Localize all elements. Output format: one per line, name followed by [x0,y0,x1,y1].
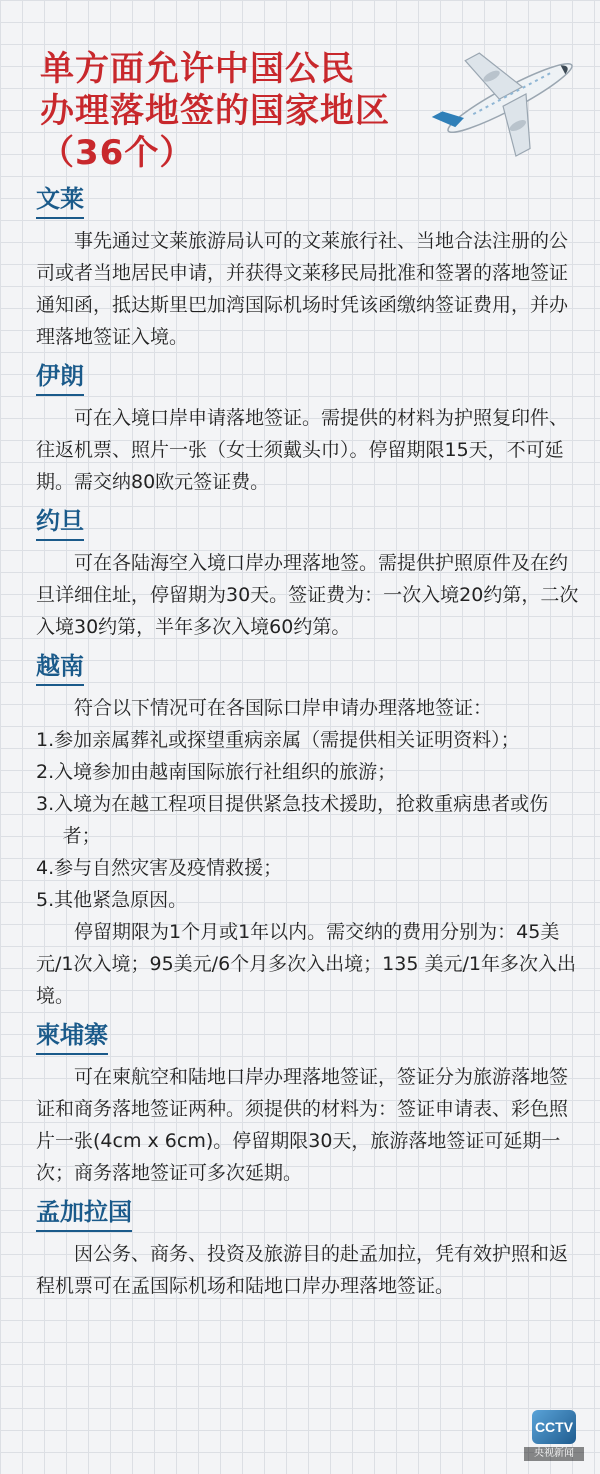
list-item: 2.入境参加由越南国际旅行社组织的旅游； [36,761,397,783]
section-bangladesh [36,1195,584,1302]
section-title: 约旦 [36,504,84,541]
section-iran [36,359,584,498]
section-title: 孟加拉国 [36,1195,132,1232]
page-title-line-1: 单方面允许中国公民 [40,49,355,89]
section-paragraph: 事先通过文莱旅游局认可的文莱旅行社、当地合法注册的公司或者当地居民申请，并获得文莱移民局批准和签署的落地签证通知函，抵达斯里巴加湾国际机场时凭该函缴纳签证费用，并办理落地签证入境。 [36,230,569,348]
list-item: 4.参与自然灾害及疫情救援； [36,857,283,879]
section-vietnam [36,649,584,1012]
list-item: 1.参加亲属葬礼或探望重病亲属（需提供相关证明资料）； [36,729,520,751]
airplane-icon [430,38,590,158]
page-title-line-3: （36个） [40,133,195,173]
section-jordan [36,504,584,643]
section-paragraph: 可在各陆海空入境口岸办理落地签。需提供护照原件及在约旦详细住址，停留期为30天。签证费为：一次入境20约第，二次入境30约第，半年多次入境60约第。 [36,552,579,638]
section-intro: 符合以下情况可在各国际口岸申请办理落地签证： [74,697,493,719]
section-paragraph: 因公务、商务、投资及旅游目的赴孟加拉，凭有效护照和返程机票可在孟国际机场和陆地口岸办理落地签证。 [36,1243,569,1297]
section-title: 文莱 [36,182,84,219]
section-outro: 停留期限为1个月或1年以内。需交纳的费用分别为：45美元/1次入境；95美元/6个月多次入出境；135 美元/1年多次入出境。 [36,921,576,1007]
cctv-logo-text: 央视新闻 [524,1447,584,1461]
page-title-line-2: 办理落地签的国家地区 [40,91,390,131]
section-paragraph: 可在入境口岸申请落地签证。需提供的材料为护照复印件、往返机票、照片一张（女士须戴头巾）。停留期限15天，不可延期。需交纳80欧元签证费。 [36,407,569,493]
section-brunei [36,182,584,353]
section-title: 伊朗 [36,359,84,396]
cctv-logo-mark: CCTV [532,1410,576,1444]
section-title: 越南 [36,649,84,686]
cctv-logo [524,1410,584,1468]
content [36,182,584,1308]
section-paragraph: 可在柬航空和陆地口岸办理落地签证，签证分为旅游落地签证和商务落地签证两种。须提供的材料为：签证申请表、彩色照片一张(4cm x 6cm)。停留期限30天，旅游落地签证可延期一次；商务落地签证可多次延期。 [36,1066,569,1184]
section-cambodia [36,1018,584,1189]
list-item: 5.其他紧急原因。 [36,889,188,911]
list-item: 3.入境为在越工程项目提供紧急技术援助，抢救重病患者或伤者； [36,793,549,847]
header [40,48,460,174]
section-title: 柬埔寨 [36,1018,108,1055]
